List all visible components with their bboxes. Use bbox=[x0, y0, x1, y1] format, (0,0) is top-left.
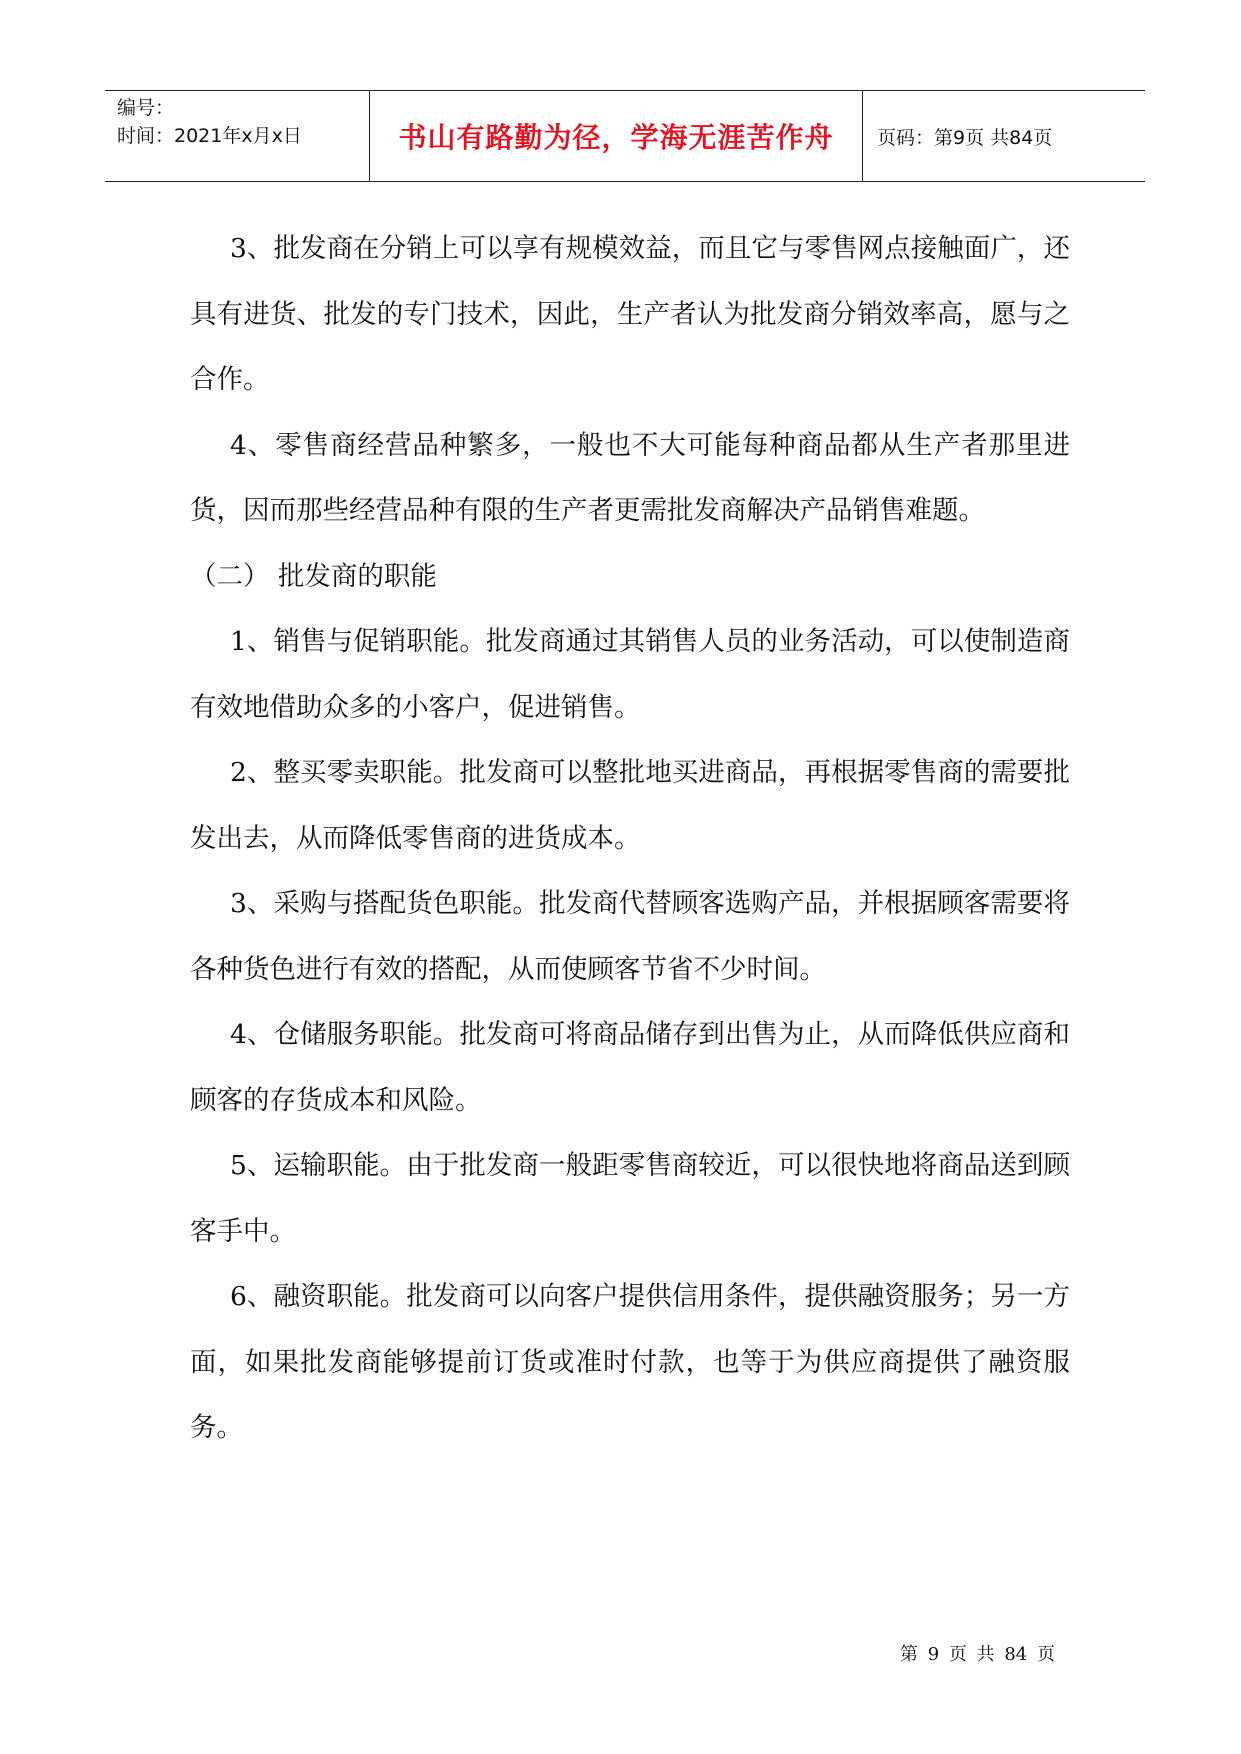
paragraph: 6、融资职能。批发商可以向客户提供信用条件，提供融资服务；另一方面，如果批发商能够提前订货或准时付款，也等于为供应商提供了融资服务。 bbox=[190, 1281, 1070, 1443]
paragraph: 4、零售商经营品种繁多，一般也不大可能每种商品都从生产者那里进货，因而那些经营品种有限的生产者更需批发商解决产品销售难题。 bbox=[190, 429, 1070, 526]
paragraph: 1、销售与促销职能。批发商通过其销售人员的业务活动，可以使制造商有效地借助众多的小客户，促进销售。 bbox=[190, 626, 1070, 723]
paragraph: 4、仓储服务职能。批发商可将商品储存到出售为止，从而降低供应商和顾客的存货成本和风险。 bbox=[190, 1019, 1070, 1116]
header-page-info: 页码：第9页 共84页 bbox=[877, 126, 1053, 149]
document-body bbox=[190, 216, 1070, 1461]
document-time-label: 时间：2021年x月x日 bbox=[117, 125, 302, 147]
paragraph: 5、运输职能。由于批发商一般距零售商较近，可以很快地将商品送到顾客手中。 bbox=[190, 1150, 1070, 1247]
header-motto: 书山有路勤为径，学海无涯苦作舟 bbox=[370, 91, 863, 181]
document-number-label: 编号： bbox=[117, 97, 175, 119]
header-meta bbox=[105, 91, 370, 181]
paragraph: 3、批发商在分销上可以享有规模效益，而且它与零售网点接触面广，还具有进货、批发的专门技术，因此，生产者认为批发商分销效率高，愿与之合作。 bbox=[190, 233, 1070, 395]
page-header bbox=[105, 90, 1145, 182]
paragraph: 2、整买零卖职能。批发商可以整批地买进商品，再根据零售商的需要批发出去，从而降低零售商的进货成本。 bbox=[190, 757, 1070, 854]
section-heading: （二） 批发商的职能 bbox=[190, 560, 437, 592]
page-footer: 第 9 页 共 84 页 bbox=[900, 1644, 1055, 1665]
paragraph: 3、采购与搭配货色职能。批发商代替顾客选购产品，并根据顾客需要将各种货色进行有效的搭配，从而使顾客节省不少时间。 bbox=[190, 888, 1070, 985]
